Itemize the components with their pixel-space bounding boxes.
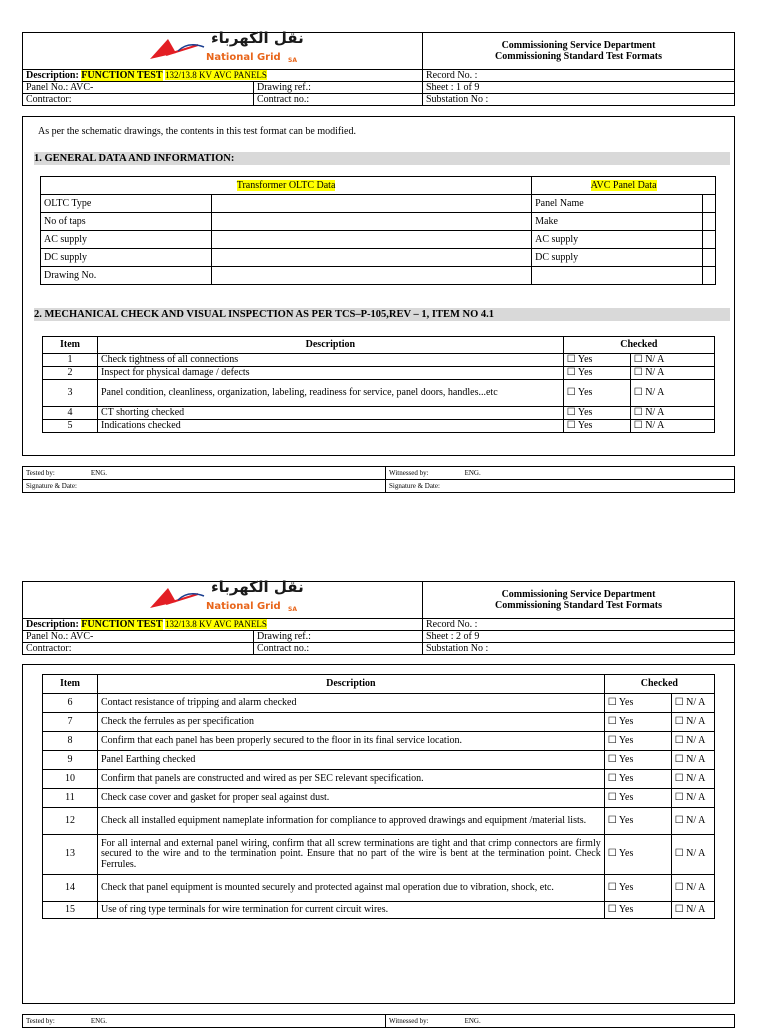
yes-checkbox[interactable]: ☐ Yes — [604, 835, 671, 875]
yes-checkbox[interactable]: ☐ Yes — [604, 751, 671, 770]
drawing-ref: Drawing ref.: — [254, 631, 423, 643]
item-description: Check that panel equipment is mounted securely and protected against mal operation due to vibration, shock, etc. — [98, 875, 605, 902]
avc-value[interactable] — [703, 231, 716, 249]
department-cell — [423, 33, 735, 70]
description-header: Description — [98, 337, 564, 354]
witnessed-by: Witnessed by: ENG. — [386, 467, 735, 480]
signature-table-page1 — [22, 466, 735, 493]
item-header: Item — [43, 337, 98, 354]
yes-checkbox[interactable]: ☐ Yes — [604, 732, 671, 751]
item-description: Check all installed equipment nameplate information for compliance to approved drawings and equipment /material lists. — [98, 808, 605, 835]
item-number: 1 — [43, 354, 98, 367]
na-checkbox[interactable]: ☐ N/ A — [630, 420, 714, 433]
item-number: 13 — [43, 835, 98, 875]
avc-label: Make — [532, 213, 703, 231]
item-number: 8 — [43, 732, 98, 751]
item-number: 9 — [43, 751, 98, 770]
company-english-name: National Grid — [206, 601, 281, 612]
yes-checkbox[interactable]: ☐ Yes — [604, 770, 671, 789]
oltc-value[interactable] — [212, 195, 532, 213]
formats-title: Commissioning Standard Test Formats — [495, 600, 662, 611]
item-number: 11 — [43, 789, 98, 808]
contractor: Contractor: — [23, 94, 254, 106]
na-checkbox[interactable]: ☐ N/ A — [671, 875, 714, 902]
yes-checkbox[interactable]: ☐ Yes — [604, 875, 671, 902]
contract-no: Contract no.: — [254, 94, 423, 106]
na-checkbox[interactable]: ☐ N/ A — [671, 808, 714, 835]
item-description: Confirm that each panel has been properly secured to the floor in its final service location. — [98, 732, 605, 751]
item-number: 5 — [43, 420, 98, 433]
company-suffix: SA — [288, 606, 297, 613]
logo-arrow-icon — [148, 37, 208, 63]
na-checkbox[interactable]: ☐ N/ A — [671, 694, 714, 713]
item-description: Check case cover and gasket for proper seal against dust. — [98, 789, 605, 808]
avc-label: Panel Name — [532, 195, 703, 213]
item-number: 6 — [43, 694, 98, 713]
checked-header: Checked — [604, 675, 714, 694]
signature-date: Signature & Date: — [386, 480, 735, 493]
item-description: CT shorting checked — [98, 407, 564, 420]
description-label: Description: — [26, 70, 79, 81]
na-checkbox[interactable]: ☐ N/ A — [671, 751, 714, 770]
item-description: For all internal and external panel wiring, confirm that all screw terminations are tight and that crimp connectors are firmly secured to the wire and to the termination point. Ensure that no part of the wire is bent at the termination point. Check Ferrules. — [98, 835, 605, 875]
avc-label: AC supply — [532, 231, 703, 249]
panel-no: Panel No.: AVC- — [23, 631, 254, 643]
contractor: Contractor: — [23, 643, 254, 655]
witnessed-by: Witnessed by: ENG. — [386, 1015, 735, 1028]
na-checkbox[interactable]: ☐ N/ A — [671, 902, 714, 919]
item-description: Contact resistance of tripping and alarm checked — [98, 694, 605, 713]
oltc-label: OLTC Type — [41, 195, 212, 213]
yes-checkbox[interactable]: ☐ Yes — [604, 808, 671, 835]
header-table-page1 — [22, 29, 735, 106]
item-description: Check the ferrules as per specification — [98, 713, 605, 732]
yes-checkbox[interactable]: ☐ Yes — [604, 902, 671, 919]
oltc-value[interactable] — [212, 267, 532, 285]
avc-value[interactable] — [703, 213, 716, 231]
inspection-table-page1 — [42, 336, 715, 433]
na-checkbox[interactable]: ☐ N/ A — [630, 367, 714, 380]
item-description: Confirm that panels are constructed and wired as per SEC relevant specification. — [98, 770, 605, 789]
description-header: Description — [98, 675, 605, 694]
company-logo — [26, 29, 419, 69]
na-checkbox[interactable]: ☐ N/ A — [671, 732, 714, 751]
oltc-label: AC supply — [41, 231, 212, 249]
company-arabic-name: نقل الكهرباء — [211, 29, 304, 47]
item-description: Inspect for physical damage / defects — [98, 367, 564, 380]
general-data-table — [40, 176, 716, 285]
tested-by: Tested by: ENG. — [23, 1015, 386, 1028]
sheet-number: Sheet : 2 of 9 — [423, 631, 735, 643]
item-description: Panel condition, cleanliness, organization, labeling, readiness for service, panel doors, handles...etc — [98, 380, 564, 407]
item-number: 15 — [43, 902, 98, 919]
record-no: Record No. : — [423, 70, 735, 82]
yes-checkbox[interactable]: ☐ Yes — [563, 420, 630, 433]
intro-text: As per the schematic drawings, the contents in this test format can be modified. — [38, 126, 356, 137]
avc-value[interactable] — [703, 267, 716, 285]
item-number: 4 — [43, 407, 98, 420]
item-number: 12 — [43, 808, 98, 835]
signature-date: Signature & Date: — [23, 480, 386, 493]
section2-title: 2. MECHANICAL CHECK AND VISUAL INSPECTION AS PER TCS–P-105,REV – 1, ITEM NO 4.1 — [34, 308, 730, 321]
record-no: Record No. : — [423, 619, 735, 631]
na-checkbox[interactable]: ☐ N/ A — [630, 380, 714, 407]
item-number: 10 — [43, 770, 98, 789]
yes-checkbox[interactable]: ☐ Yes — [563, 380, 630, 407]
company-logo — [26, 578, 419, 618]
avc-label — [532, 267, 703, 285]
oltc-value[interactable] — [212, 249, 532, 267]
oltc-value[interactable] — [212, 231, 532, 249]
department-name: Commissioning Service Department — [501, 589, 656, 600]
description-label: Description: — [26, 619, 79, 630]
na-checkbox[interactable]: ☐ N/ A — [630, 407, 714, 420]
drawing-ref: Drawing ref.: — [254, 82, 423, 94]
company-english-name: National Grid — [206, 52, 281, 63]
avc-header: AVC Panel Data — [532, 177, 716, 195]
logo-cell — [23, 578, 423, 619]
oltc-header: Transformer OLTC Data — [41, 177, 532, 195]
description-title: FUNCTION TEST — [81, 619, 163, 630]
panel-no: Panel No.: AVC- — [23, 82, 254, 94]
formats-title: Commissioning Standard Test Formats — [495, 51, 662, 62]
company-suffix: SA — [288, 57, 297, 64]
avc-label: DC supply — [532, 249, 703, 267]
description-title: FUNCTION TEST — [81, 70, 163, 81]
item-description: Use of ring type terminals for wire termination for current circuit wires. — [98, 902, 605, 919]
oltc-label: No of taps — [41, 213, 212, 231]
inspection-table-page2 — [42, 674, 715, 919]
yes-checkbox[interactable]: ☐ Yes — [604, 713, 671, 732]
company-arabic-name: نقل الكهرباء — [211, 578, 304, 596]
tested-by: Tested by: ENG. — [23, 467, 386, 480]
item-description: Indications checked — [98, 420, 564, 433]
item-number: 7 — [43, 713, 98, 732]
section1-title: 1. GENERAL DATA AND INFORMATION: — [34, 152, 730, 165]
yes-checkbox[interactable]: ☐ Yes — [563, 407, 630, 420]
logo-cell — [23, 29, 423, 70]
contract-no: Contract no.: — [254, 643, 423, 655]
avc-value[interactable] — [703, 249, 716, 267]
yes-checkbox[interactable]: ☐ Yes — [604, 789, 671, 808]
description-sub: 132/13.8 KV AVC PANELS — [165, 70, 267, 80]
avc-value[interactable] — [703, 195, 716, 213]
logo-arrow-icon — [148, 586, 208, 612]
na-checkbox[interactable]: ☐ N/ A — [671, 789, 714, 808]
item-number: 2 — [43, 367, 98, 380]
substation-no: Substation No : — [423, 643, 735, 655]
description-cell — [23, 70, 423, 82]
item-number: 14 — [43, 875, 98, 902]
sheet-number: Sheet : 1 of 9 — [423, 82, 735, 94]
item-description: Panel Earthing checked — [98, 751, 605, 770]
yes-checkbox[interactable]: ☐ Yes — [563, 354, 630, 367]
na-checkbox[interactable]: ☐ N/ A — [671, 770, 714, 789]
item-header: Item — [43, 675, 98, 694]
yes-checkbox[interactable]: ☐ Yes — [604, 694, 671, 713]
description-cell — [23, 619, 423, 631]
oltc-value[interactable] — [212, 213, 532, 231]
department-name: Commissioning Service Department — [501, 40, 656, 51]
item-number: 3 — [43, 380, 98, 407]
description-sub: 132/13.8 KV AVC PANELS — [165, 619, 267, 629]
na-checkbox[interactable]: ☐ N/ A — [671, 835, 714, 875]
na-checkbox[interactable]: ☐ N/ A — [630, 354, 714, 367]
yes-checkbox[interactable]: ☐ Yes — [563, 367, 630, 380]
oltc-label: Drawing No. — [41, 267, 212, 285]
substation-no: Substation No : — [423, 94, 735, 106]
signature-table-page2 — [22, 1014, 735, 1028]
item-description: Check tightness of all connections — [98, 354, 564, 367]
department-cell — [423, 582, 735, 619]
header-table-page2 — [22, 578, 735, 655]
checked-header: Checked — [563, 337, 714, 354]
oltc-label: DC supply — [41, 249, 212, 267]
na-checkbox[interactable]: ☐ N/ A — [671, 713, 714, 732]
